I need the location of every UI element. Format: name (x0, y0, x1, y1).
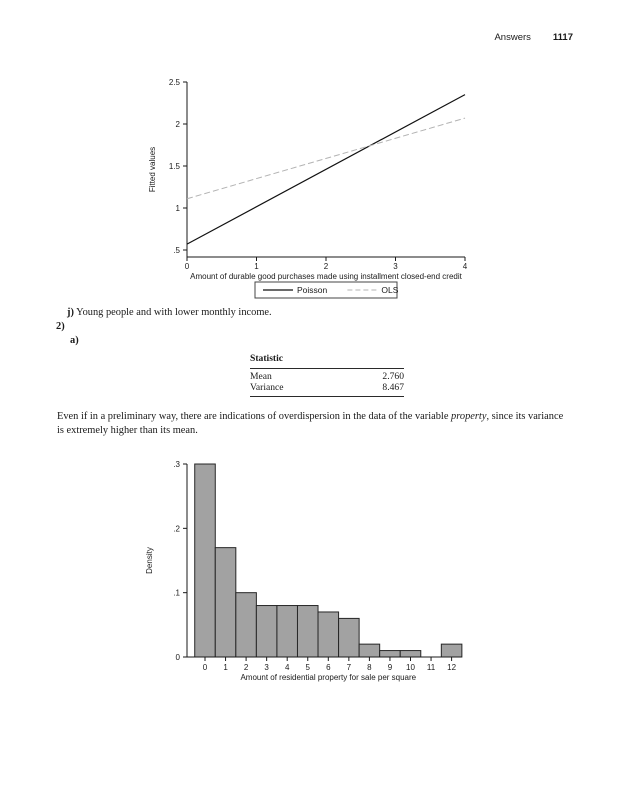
property-density-histogram (140, 448, 475, 688)
x-tick-label: 6 (326, 663, 331, 672)
x-tick-label: 7 (346, 663, 352, 672)
histogram-bar (380, 651, 401, 657)
table-row (250, 371, 404, 382)
y-tick-label: .3 (173, 460, 180, 470)
x-tick-label: 3 (393, 262, 398, 271)
line-chart-svg (135, 70, 480, 305)
x-tick-label: 0 (184, 262, 190, 271)
x-tick-label: 8 (367, 663, 372, 672)
histogram-bar (236, 593, 257, 657)
answer-item-j (67, 306, 272, 319)
y-tick-label: .2 (173, 524, 180, 534)
y-axis-title: Density (145, 547, 154, 574)
y-tick-label: 2 (175, 120, 180, 129)
histogram-bar (256, 606, 277, 657)
series-line-ols (187, 118, 465, 199)
answer-item-2-label: 2) (56, 321, 65, 332)
x-tick-label: 11 (426, 663, 436, 672)
running-head-section: Answers (494, 32, 531, 43)
paragraph-text-pre: Even if in a preliminary way, there are indications of overdispersion in the data of the variable (57, 411, 452, 422)
y-axis-title: Fitted values (148, 146, 157, 193)
y-tick-label: 2.5 (168, 78, 180, 87)
histogram-bar (277, 606, 298, 657)
running-head (494, 32, 573, 43)
x-tick-label: 2 (323, 262, 329, 271)
legend-label-ols: OLS (381, 285, 399, 295)
table-row (250, 382, 404, 393)
x-tick-label: 4 (284, 663, 290, 672)
stat-table-body (250, 369, 404, 397)
histogram-bar (195, 464, 216, 657)
histogram-bar (400, 651, 421, 657)
x-axis-title: Amount of durable good purchases made using installment closed-end credit (190, 272, 462, 281)
histogram-bar (318, 612, 339, 657)
x-tick-label: 1 (223, 663, 228, 672)
x-axis-title: Amount of residential property for sale per square (240, 673, 417, 682)
answer-j-label: j) (67, 307, 74, 318)
x-tick-label: 10 (406, 663, 415, 672)
x-tick-label: 1 (254, 262, 259, 271)
histogram-bar (359, 644, 380, 657)
y-tick-label: 1 (175, 204, 180, 213)
stat-table-header: Statistic (250, 351, 404, 369)
paragraph-text-post: , since its variance is extremely higher than its mean. (57, 411, 564, 436)
answer-item-a-label: a) (70, 335, 79, 346)
histogram-bar (441, 644, 462, 657)
paragraph-italic-word: property (451, 411, 487, 422)
overdispersion-paragraph (57, 410, 571, 437)
page-number: 1117 (552, 32, 573, 43)
stat-value: 2.760 (382, 371, 404, 382)
answer-j-text: Young people and with lower monthly income. (73, 307, 272, 318)
x-tick-label: 3 (264, 663, 269, 672)
histogram-bar (297, 606, 318, 657)
legend-label-poisson: Poisson (297, 285, 328, 295)
statistics-table (250, 351, 404, 397)
y-tick-label: .5 (173, 246, 180, 255)
x-tick-label: 0 (202, 663, 208, 672)
series-line-poisson (187, 95, 465, 245)
y-tick-label: 0 (175, 653, 180, 662)
stat-label: Variance (250, 382, 284, 393)
x-tick-label: 4 (462, 262, 468, 271)
stat-label: Mean (250, 371, 272, 382)
poisson-ols-line-chart (135, 70, 480, 305)
x-tick-label: 2 (243, 663, 249, 672)
histogram-bar (215, 548, 236, 657)
y-tick-label: .1 (173, 588, 180, 598)
histogram-bar (339, 618, 360, 657)
x-tick-label: 9 (387, 663, 393, 672)
x-tick-label: 5 (305, 663, 310, 672)
stat-value: 8.467 (382, 382, 404, 393)
histogram-svg (140, 448, 475, 688)
x-tick-label: 12 (447, 663, 457, 672)
y-tick-label: 1.5 (168, 162, 180, 171)
